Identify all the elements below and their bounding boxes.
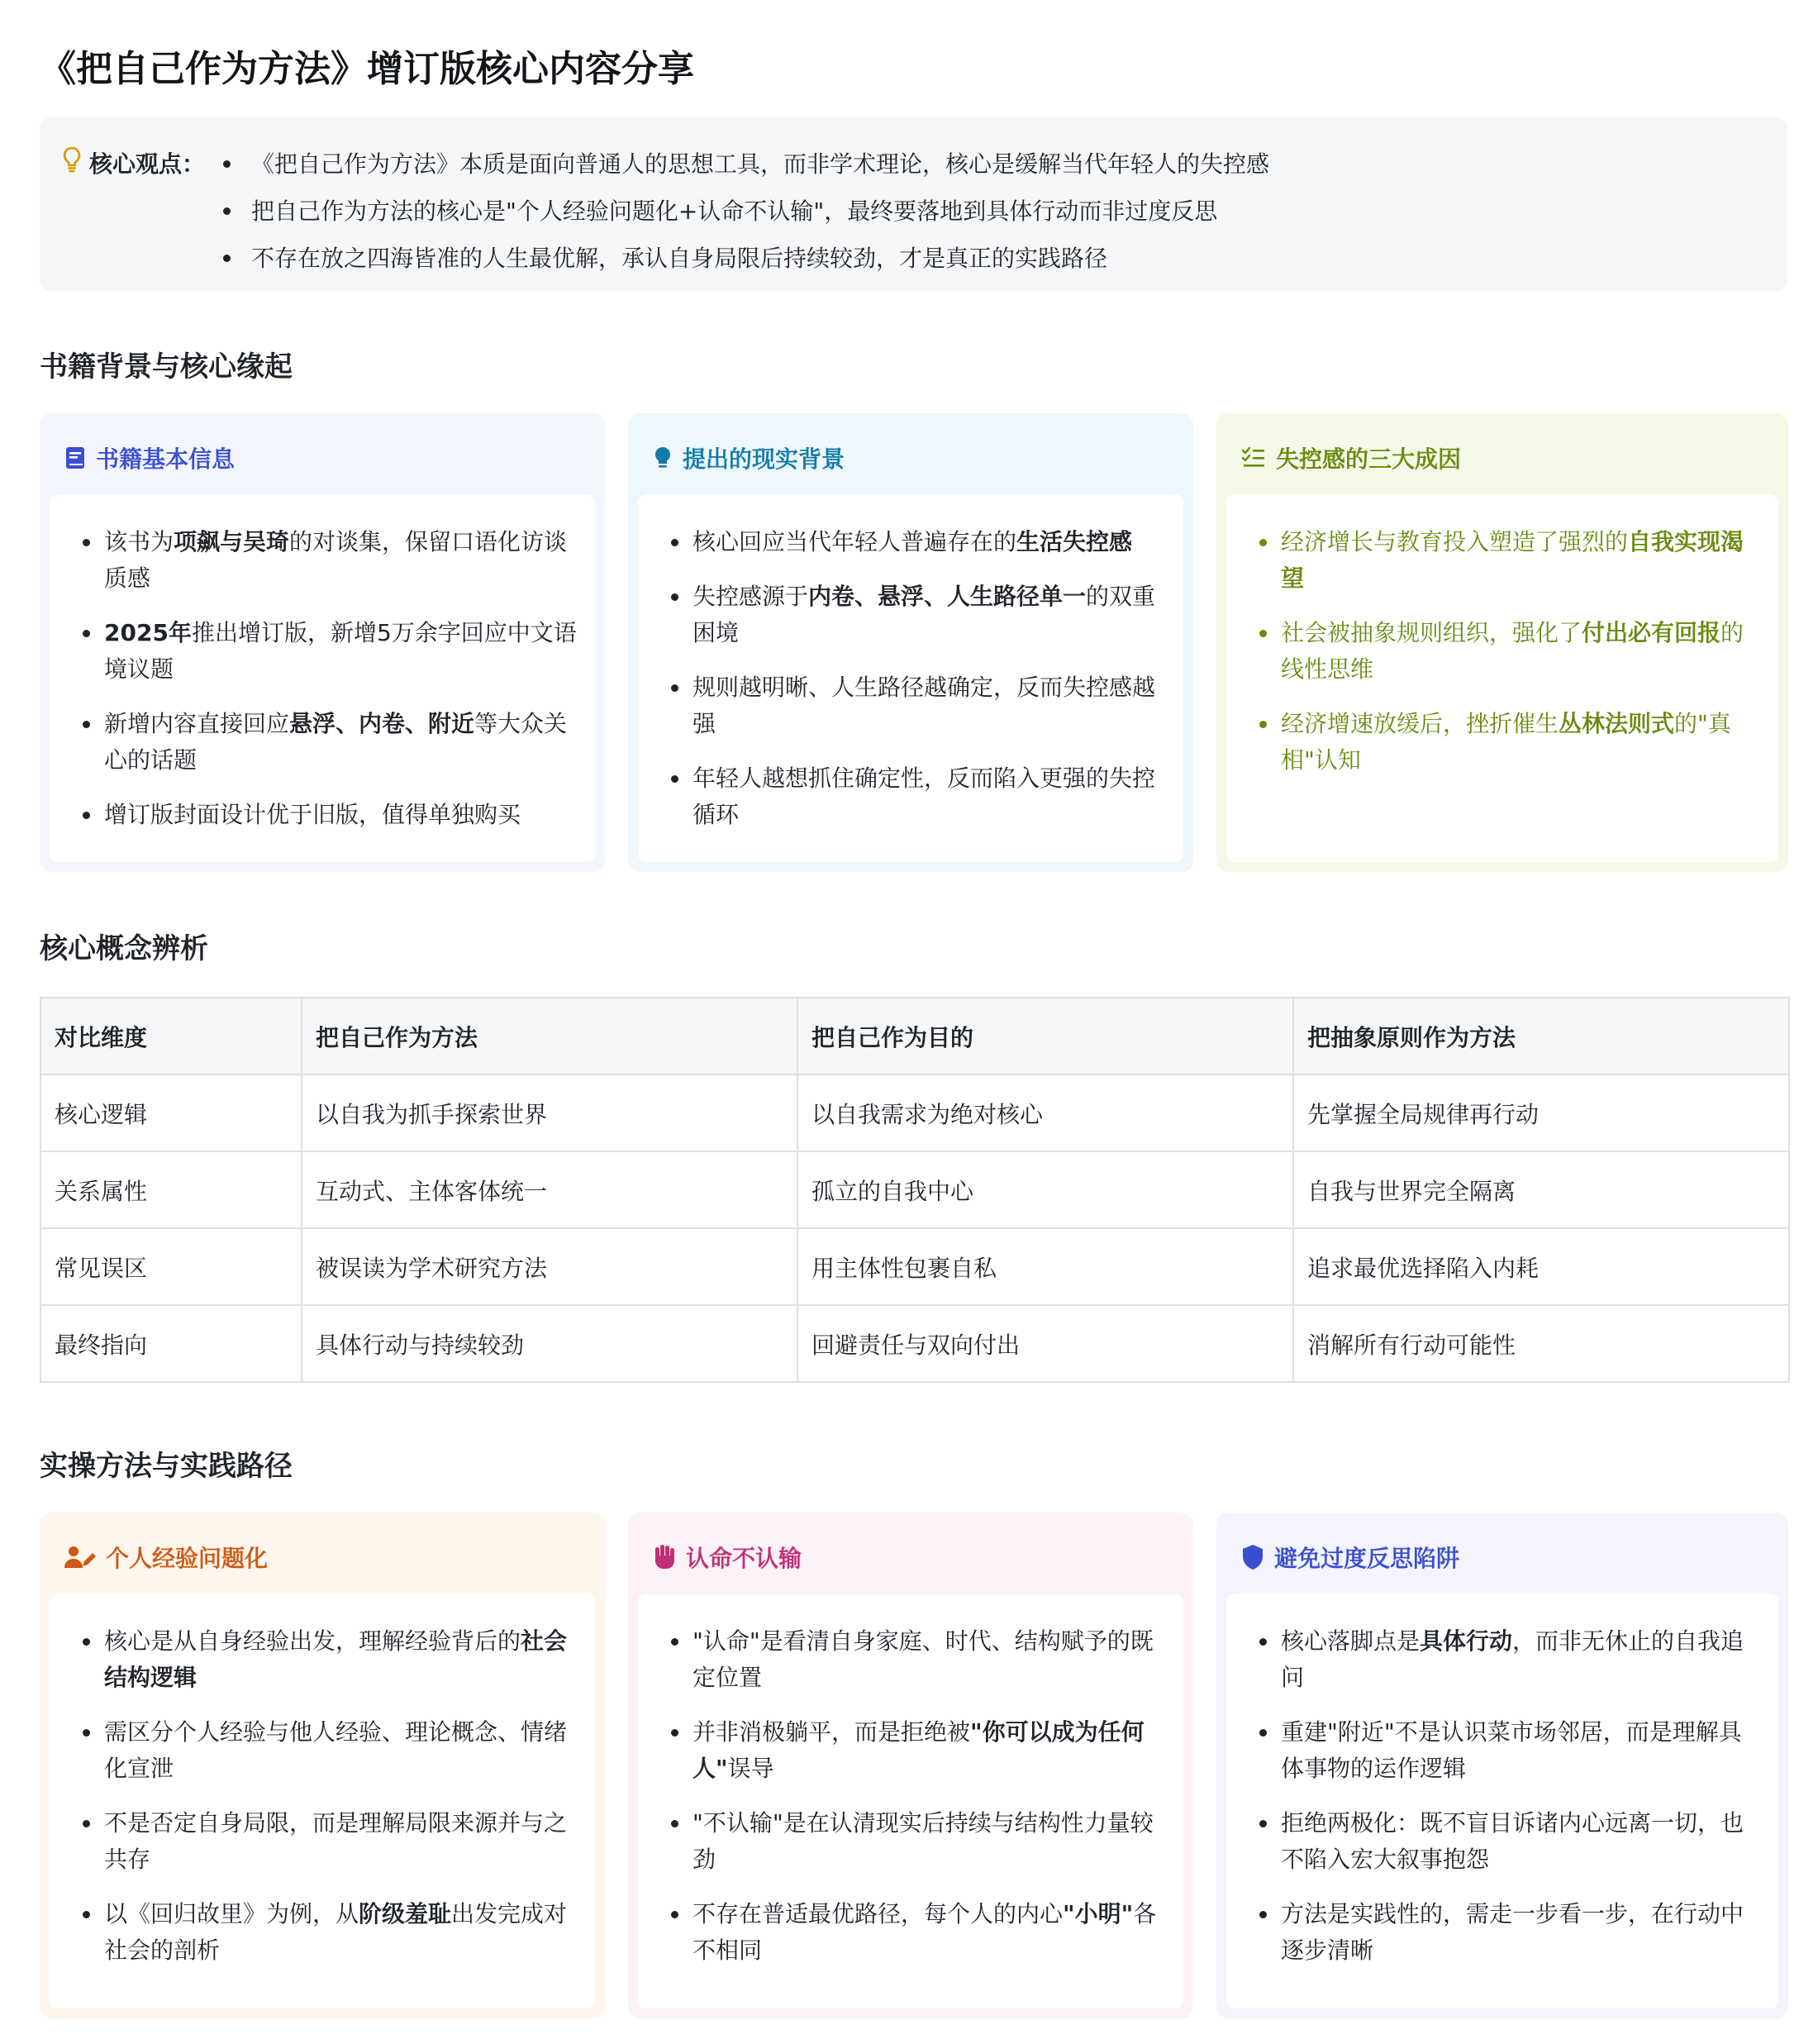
card-title: 避免过度反思陷阱 [1274, 1545, 1460, 1572]
raised-fist-icon [653, 1544, 676, 1570]
table-cell: 常见误区 [40, 1228, 302, 1305]
card-fate [628, 1513, 1193, 2018]
summary-point: 《把自己作为方法》本质是面向普通人的思想工具，而非学术理论，核心是缓解当代年轻人的失控感 [223, 141, 1269, 188]
table-cell: 先掌握全局规律再行动 [1293, 1074, 1789, 1151]
table-cell: 孤立的自我中心 [797, 1151, 1293, 1228]
list-item: 需区分个人经验与他人经验、理论概念、情绪化宣泄 [83, 1714, 578, 1787]
card-title: 认命不认输 [686, 1545, 802, 1572]
lightbulb-icon [653, 445, 673, 470]
card-book-info [40, 413, 605, 872]
list-item: 并非消极躺平，而是拒绝被"你可以成为任何人"误导 [671, 1714, 1167, 1787]
card-header [653, 1541, 802, 1574]
card-title: 失控感的三大成因 [1276, 445, 1462, 473]
section-title-background: 书籍背景与核心缘起 [40, 350, 293, 384]
card-body [638, 1594, 1183, 2008]
card-title: 个人经验问题化 [106, 1545, 269, 1572]
list-item: "认命"是看清自身家庭、时代、结构赋予的既定位置 [671, 1623, 1167, 1696]
list-item: 核心落脚点是具体行动，而非无休止的自我追问 [1259, 1623, 1762, 1696]
list-item: 以《回归故里》为例，从阶级羞耻出发完成对社会的剖析 [83, 1896, 578, 1969]
table-cell: 以自我需求为绝对核心 [797, 1074, 1293, 1151]
shield-icon [1241, 1544, 1264, 1570]
list-item: 规则越明晰、人生路径越确定，反而失控感越强 [671, 669, 1167, 742]
list-item: 核心是从自身经验出发，理解经验背后的社会结构逻辑 [83, 1623, 578, 1696]
comparison-table [40, 997, 1790, 1383]
page-title: 《把自己作为方法》增订版核心内容分享 [40, 48, 694, 90]
table-cell: 最终指向 [40, 1305, 302, 1382]
table-cell: 回避责任与双向付出 [797, 1305, 1293, 1382]
card-body [50, 494, 595, 862]
card-list [638, 494, 1183, 833]
list-item: 经济增长与教育投入塑造了强烈的自我实现渴望 [1259, 524, 1762, 597]
card-body [50, 1594, 595, 2008]
lightbulb-icon [61, 145, 83, 179]
card-background [628, 413, 1193, 872]
card-title: 提出的现实背景 [683, 445, 845, 473]
card-header [64, 1541, 268, 1574]
card-reflection-trap [1216, 1513, 1788, 2018]
list-item: 增订版封面设计优于旧版，值得单独购买 [83, 797, 578, 833]
list-item: 重建"附近"不是认识菜市场邻居，而是理解具体事物的运作逻辑 [1259, 1714, 1762, 1787]
summary-label-text: 核心观点： [89, 150, 206, 178]
card-list [638, 1594, 1183, 1969]
table-header-cell: 把自己作为目的 [797, 998, 1293, 1074]
table-row [40, 1074, 1789, 1151]
table-cell: 核心逻辑 [40, 1074, 302, 1151]
card-causes [1216, 413, 1788, 872]
card-list [1226, 1594, 1778, 1969]
checklist-icon [1241, 446, 1266, 469]
card-header [64, 441, 235, 474]
table-cell: 追求最优选择陷入内耗 [1293, 1228, 1789, 1305]
table-header-cell: 把抽象原则作为方法 [1293, 998, 1789, 1074]
table-cell: 具体行动与持续较劲 [302, 1305, 797, 1382]
card-body [1226, 494, 1778, 862]
table-cell: 被误读为学术研究方法 [302, 1228, 797, 1305]
table-cell: 关系属性 [40, 1151, 302, 1228]
card-body [638, 494, 1183, 862]
summary-box [40, 117, 1787, 291]
table-cell: 以自我为抓手探索世界 [302, 1074, 797, 1151]
summary-point: 把自己作为方法的核心是"个人经验问题化+认命不认输"，最终要落地到具体行动而非过度反思 [223, 188, 1269, 235]
list-item: 新增内容直接回应悬浮、内卷、附近等大众关心的话题 [83, 706, 578, 779]
card-header [1241, 441, 1461, 474]
card-body [1226, 1594, 1778, 2008]
table-row [40, 1305, 1789, 1382]
card-list [50, 1594, 595, 1969]
card-list [50, 494, 595, 833]
list-item: 该书为项飙与吴琦的对谈集，保留口语化访谈质感 [83, 524, 578, 597]
table-header-cell: 把自己作为方法 [302, 998, 797, 1074]
list-item: 核心回应当代年轻人普遍存在的生活失控感 [671, 524, 1167, 560]
table-cell: 用主体性包裹自私 [797, 1228, 1293, 1305]
book-icon [64, 445, 86, 470]
table-cell: 互动式、主体客体统一 [302, 1151, 797, 1228]
list-item: 不存在普适最优路径，每个人的内心"小明"各不相同 [671, 1896, 1167, 1969]
list-item: 不是否定自身局限，而是理解局限来源并与之共存 [83, 1805, 578, 1878]
user-pen-icon [64, 1545, 96, 1570]
table-header-row [40, 998, 1789, 1074]
list-item: 经济增速放缓后，挫折催生丛林法则式的"真相"认知 [1259, 706, 1762, 779]
section-title-practice: 实操方法与实践路径 [40, 1450, 293, 1483]
table-cell: 自我与世界完全隔离 [1293, 1151, 1789, 1228]
list-item: 方法是实践性的，需走一步看一步，在行动中逐步清晰 [1259, 1896, 1762, 1969]
card-experience [40, 1513, 605, 2018]
list-item: 拒绝两极化：既不盲目诉诸内心远离一切，也不陷入宏大叙事抱怨 [1259, 1805, 1762, 1878]
summary-point: 不存在放之四海皆准的人生最优解，承认自身局限后持续较劲，才是真正的实践路径 [223, 235, 1269, 282]
card-header [1241, 1541, 1459, 1574]
table-header-cell: 对比维度 [40, 998, 302, 1074]
table-cell: 消解所有行动可能性 [1293, 1305, 1789, 1382]
list-item: 2025年推出增订版，新增5万余字回应中文语境议题 [83, 615, 578, 688]
summary-list [223, 141, 1269, 282]
list-item: 年轻人越想抓住确定性，反而陷入更强的失控循环 [671, 760, 1167, 833]
card-title: 书籍基本信息 [96, 445, 236, 473]
list-item: "不认输"是在认清现实后持续与结构性力量较劲 [671, 1805, 1167, 1878]
section-title-concepts: 核心概念辨析 [40, 932, 208, 965]
card-list [1226, 494, 1778, 779]
table-row [40, 1228, 1789, 1305]
table-row [40, 1151, 1789, 1228]
card-header [653, 441, 845, 474]
list-item: 失控感源于内卷、悬浮、人生路径单一的双重困境 [671, 579, 1167, 651]
summary-label [61, 145, 205, 179]
list-item: 社会被抽象规则组织，强化了付出必有回报的线性思维 [1259, 615, 1762, 688]
